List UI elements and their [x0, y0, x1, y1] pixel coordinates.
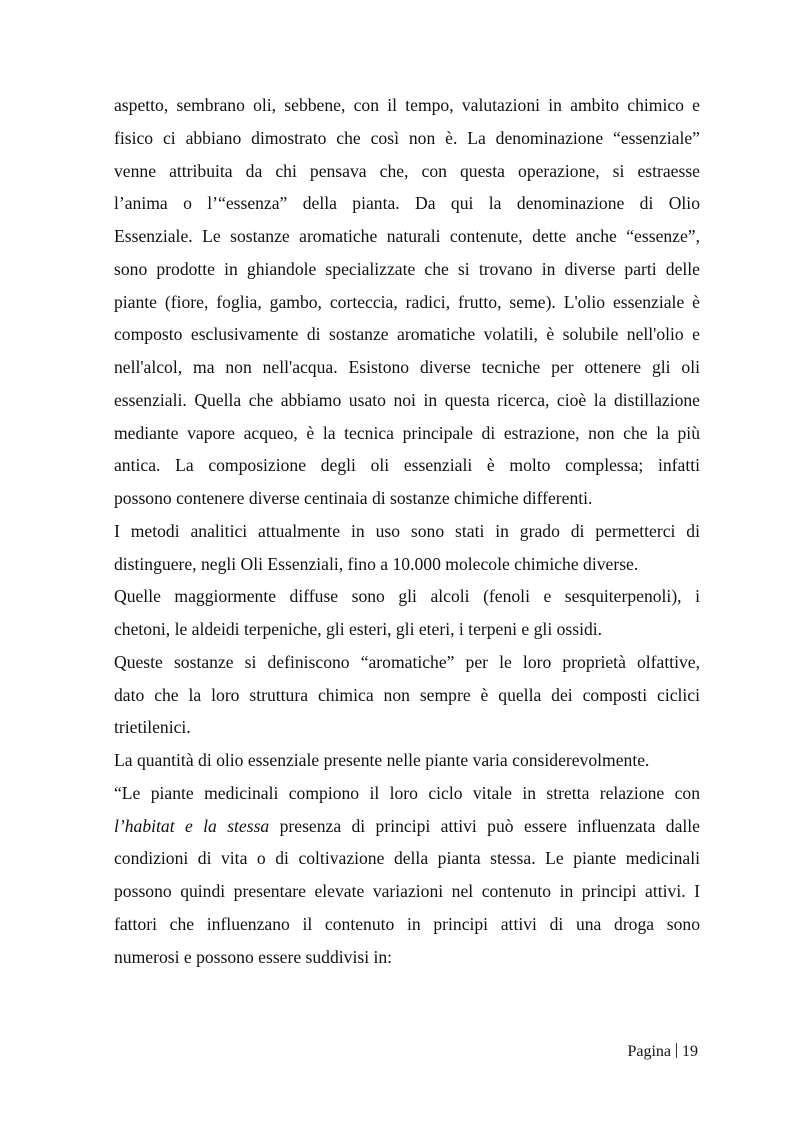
text-line: mediante vapore acqueo, è la tecnica principale di estrazione, non che la più	[114, 422, 700, 443]
text-line: distinguere, negli Oli Essenziali, fino a 10.000 molecole chimiche diverse.	[114, 553, 639, 574]
text-line: La quantità di olio essenziale presente nelle piante varia considerevolmente.	[114, 750, 650, 770]
text-line: aspetto, sembrano oli, sebbene, con il tempo, valutazioni in ambito chimico e	[114, 95, 700, 115]
text-line: sono prodotte in ghiandole specializzate che si trovano in diverse parti delle	[114, 258, 700, 279]
text-line: I metodi analitici attualmente in uso sono stati in grado di permetterci di	[114, 520, 700, 541]
text-segment: presenza di principi attivi può essere influenzata dalle	[269, 815, 700, 836]
text-line: fattori che influenzano il contenuto in principi attivi di una droga sono	[114, 913, 700, 934]
italic-segment: l’habitat e la stessa	[114, 815, 270, 836]
text-line: Queste sostanze si definiscono “aromatiche” per le loro proprietà olfattive,	[114, 651, 700, 672]
text-line: condizioni di vita o di coltivazione della pianta stessa. Le piante medicinali	[114, 848, 700, 869]
text-line: chetoni, le aldeidi terpeniche, gli esteri, gli eteri, i terpeni e gli ossidi.	[114, 619, 603, 639]
text-line: essenziali. Quella che abbiamo usato noi in questa ricerca, cioè la distillazione	[114, 389, 700, 410]
page-footer	[627, 1042, 698, 1062]
text-line: possono quindi presentare elevate variazioni nel contenuto in principi attivi. I	[114, 881, 700, 901]
text-line	[114, 815, 700, 837]
text-line: Quelle maggiormente diffuse sono gli alcoli (fenoli e sesquiterpenoli), i	[114, 586, 700, 607]
footer-separator	[676, 1043, 677, 1058]
text-line: nell'alcol, ma non nell'acqua. Esistono diverse tecniche per ottenere gli oli	[114, 357, 700, 377]
text-line: composto esclusivamente di sostanze aromatiche volatili, è solubile nell'olio e	[114, 324, 700, 345]
text-line: possono contenere diverse centinaia di sostanze chimiche differenti.	[114, 488, 593, 508]
text-line: fisico ci abbiano dimostrato che così non è. La denominazione “essenziale”	[114, 127, 700, 148]
page-number: 19	[682, 1043, 698, 1060]
text-line: trietilenici.	[114, 717, 191, 738]
page-label: Pagina	[627, 1043, 671, 1060]
text-line: dato che la loro struttura chimica non sempre è quella dei composti ciclici	[114, 684, 700, 705]
text-line: venne attribuita da chi pensava che, con questa operazione, si estraesse	[114, 160, 700, 181]
text-line: numerosi e possono essere suddivisi in:	[114, 946, 393, 967]
text-line: piante (fiore, foglia, gambo, corteccia, radici, frutto, seme). L'olio essenziale è	[114, 291, 700, 312]
text-line: Essenziale. Le sostanze aromatiche naturali contenute, dette anche “essenze”,	[114, 226, 700, 246]
text-line: antica. La composizione degli oli essenziali è molto complessa; infatti	[114, 455, 700, 476]
text-line: “Le piante medicinali compiono il loro ciclo vitale in stretta relazione con	[114, 782, 700, 803]
text-line: l’anima o l’“essenza” della pianta. Da qui la denominazione di Olio	[114, 193, 700, 214]
